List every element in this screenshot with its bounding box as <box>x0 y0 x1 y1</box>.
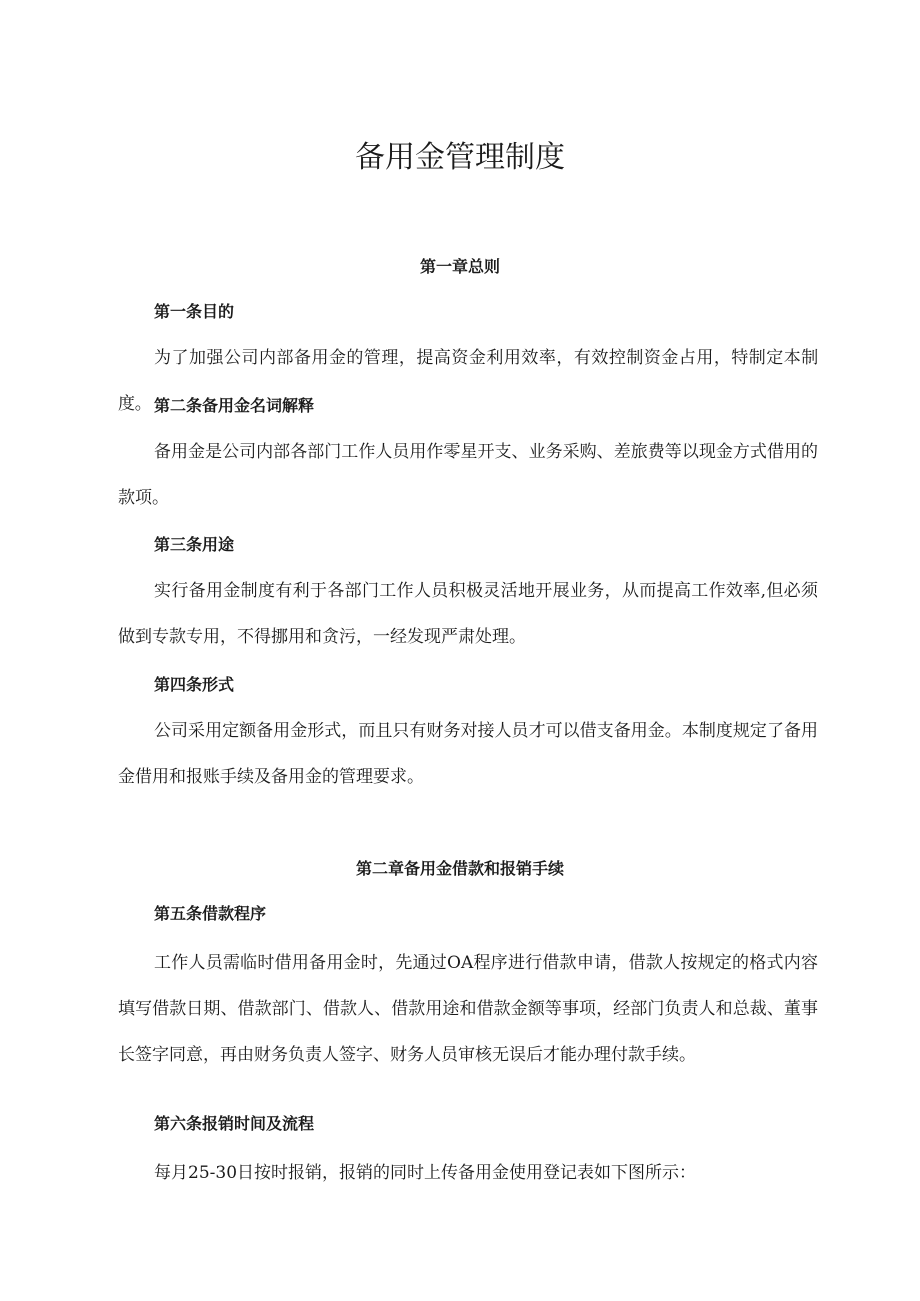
article-1-heading: 第一条目的 <box>154 302 235 321</box>
article-1-body: 为了加强公司内部备用金的管理，提高资金利用效率，有效控制资金占用，特制定本制度。 <box>118 348 818 414</box>
article-4-body: 公司采用定额备用金形式，而且只有财务对接人员才可以借支备用金。本制度规定了备用金借用和报账手续及备用金的管理要求。 <box>118 721 818 787</box>
article-2-heading: 第二条备用金名词解释 <box>154 396 315 415</box>
document-title: 备用金管理制度 <box>355 140 565 175</box>
article-5-heading: 第五条借款程序 <box>154 904 267 923</box>
article-4-heading: 第四条形式 <box>154 675 235 694</box>
article-3-body: 实行备用金制度有利于各部门工作人员积极灵活地开展业务，从而提高工作效率,但必须做到专款专用，不得挪用和贪污，一经发现严肃处理。 <box>118 581 818 647</box>
chapter-2-heading: 第二章备用金借款和报销手续 <box>355 859 564 878</box>
article-5-body: 工作人员需临时借用备用金时，先通过OA程序进行借款申请，借款人按规定的格式内容填写借款日期、借款部门、借款人、借款用途和借款金额等事项，经部门负责人和总裁、董事长签字同意，再由财务负责人签字、财务人员审核无误后才能办理付款手续。 <box>118 953 818 1065</box>
article-3-heading: 第三条用途 <box>154 535 235 554</box>
article-6-heading: 第六条报销时间及流程 <box>154 1114 315 1133</box>
chapter-1-heading: 第一章总则 <box>419 257 500 276</box>
article-2-body: 备用金是公司内部各部门工作人员用作零星开支、业务采购、差旅费等以现金方式借用的款项。 <box>118 442 818 508</box>
article-6-body: 每月25-30日按时报销，报销的同时上传备用金使用登记表如下图所示： <box>154 1163 697 1183</box>
